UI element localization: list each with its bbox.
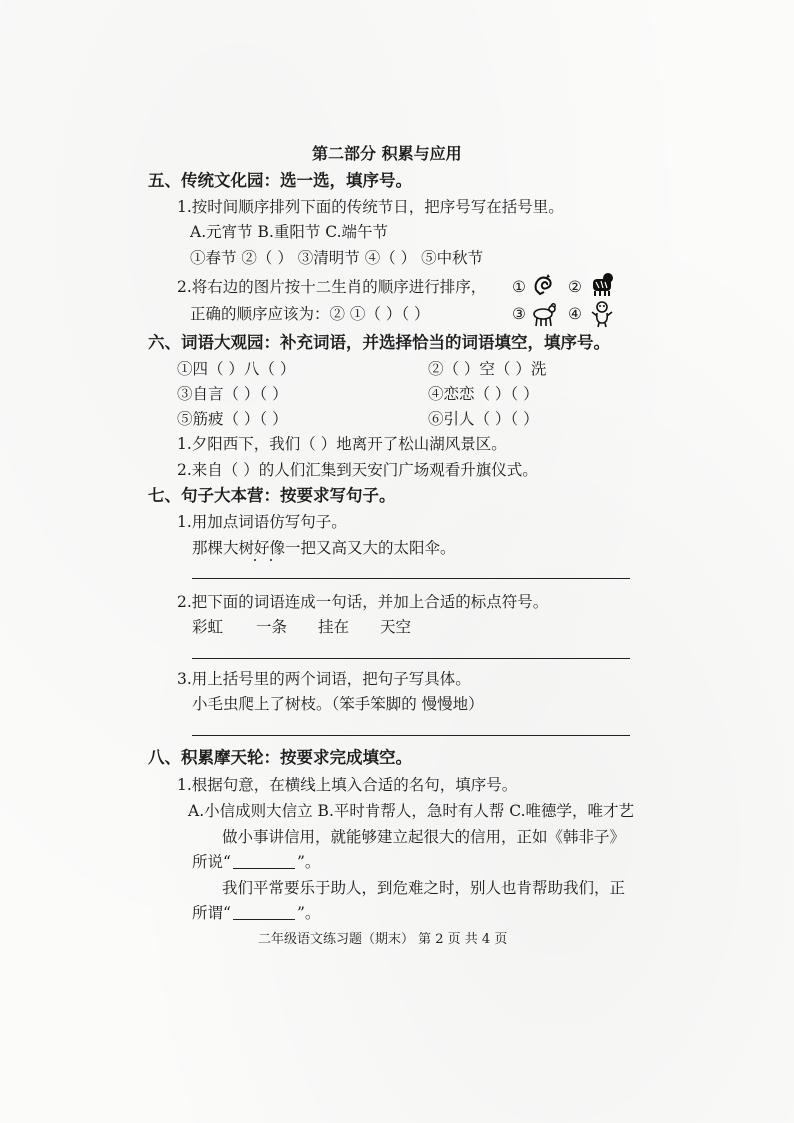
- word-item-2: ②（ ）空（ ）洗: [428, 360, 547, 378]
- section-8-heading: 八、积累摩天轮：按要求完成填空。: [148, 748, 412, 767]
- s6-sentence-2: 2.来自（ ）的人们汇集到天安门广场观看升旗仪式。: [177, 461, 538, 479]
- section-7-heading: 七、句子大本营：按要求写句子。: [148, 486, 396, 505]
- word-item-4: ④恋恋（ ）（ ）: [428, 385, 539, 403]
- zodiac-label-2: ②: [568, 278, 582, 296]
- s8-paragraph-2b: 所谓“ ”。: [192, 904, 321, 922]
- s7-word-4: 天空: [380, 618, 412, 636]
- s5-q1-options: A.元宵节 B.重阳节 C.端午节: [190, 223, 389, 241]
- s6-sentence-1: 1.夕阳西下，我们（ ）地离开了松山湖风景区。: [177, 435, 507, 453]
- goat-icon: [530, 300, 558, 328]
- s5-question-1: 1.按时间顺序排列下面的传统节日，把序号写在括号里。: [177, 198, 564, 216]
- s7-question-1: 1.用加点词语仿写句子。: [177, 513, 347, 531]
- s7-word-2: 一条: [256, 618, 288, 636]
- s5-q1-order: ①春节 ②（ ） ③清明节 ④（ ） ⑤中秋节: [190, 249, 484, 267]
- zodiac-label-1: ①: [512, 278, 526, 296]
- blank-1[interactable]: [233, 854, 295, 869]
- zodiac-label-4: ④: [568, 305, 582, 323]
- page-footer: 二年级语文练习题（期末） 第 2 页 共 4 页: [258, 932, 508, 947]
- dragon-icon: [530, 270, 558, 298]
- section-5-heading: 五、传统文化园：选一选，填序号。: [148, 171, 412, 190]
- word-item-5: ⑤筋疲（ ）（ ）: [177, 410, 288, 428]
- s8-question-1: 1.根据句意，在横线上填入合适的名句，填序号。: [177, 776, 518, 794]
- part-title: 第二部分 积累与应用: [312, 144, 462, 163]
- zodiac-label-3: ③: [512, 305, 526, 323]
- s5-question-2: 2.将右边的图片按十二生肖的顺序进行排序，: [177, 278, 487, 296]
- s8-options: A.小信成则大信立 B.平时肯帮人，急时有人帮 C.唯德学，唯才艺: [188, 802, 635, 820]
- monkey-icon: [588, 300, 616, 328]
- word-item-1: ①四（ ）八（ ）: [177, 360, 296, 378]
- s7-question-3: 3.用上括号里的两个词语，把句子写具体。: [177, 670, 471, 688]
- answer-line-2[interactable]: [192, 658, 630, 659]
- s7-word-1: 彩虹: [192, 618, 224, 636]
- word-item-3: ③自言（ ）（ ）: [177, 385, 288, 403]
- section-6-heading: 六、词语大观园：补充词语，并选择恰当的词语填空，填序号。: [148, 333, 610, 352]
- s5-q2-answer: 正确的顺序应该为：② ①（ ）（ ）: [190, 305, 430, 323]
- blank-2[interactable]: [233, 905, 295, 920]
- s7-word-3: 挂在: [318, 618, 350, 636]
- s7-q1-sentence: 那棵大树好像一把又高又大的太阳伞。: [192, 539, 456, 557]
- word-item-6: ⑥引人（ ）（ ）: [428, 410, 539, 428]
- s8-paragraph-1b: 所说“ ”。: [192, 853, 321, 871]
- s7-question-2: 2.把下面的词语连成一句话，并加上合适的标点符号。: [177, 593, 549, 611]
- tiger-icon: [588, 270, 616, 298]
- s8-paragraph-1a: 做小事讲信用，就能够建立起很大的信用，正如《韩非子》: [222, 828, 626, 846]
- s7-q3-sentence: 小毛虫爬上了树枝。（笨手笨脚的 慢慢地）: [192, 695, 484, 713]
- answer-line-1[interactable]: [192, 578, 630, 579]
- answer-line-3[interactable]: [192, 735, 630, 736]
- s8-paragraph-2a: 我们平常要乐于助人，到危难之时，别人也肯帮助我们，正: [222, 879, 626, 897]
